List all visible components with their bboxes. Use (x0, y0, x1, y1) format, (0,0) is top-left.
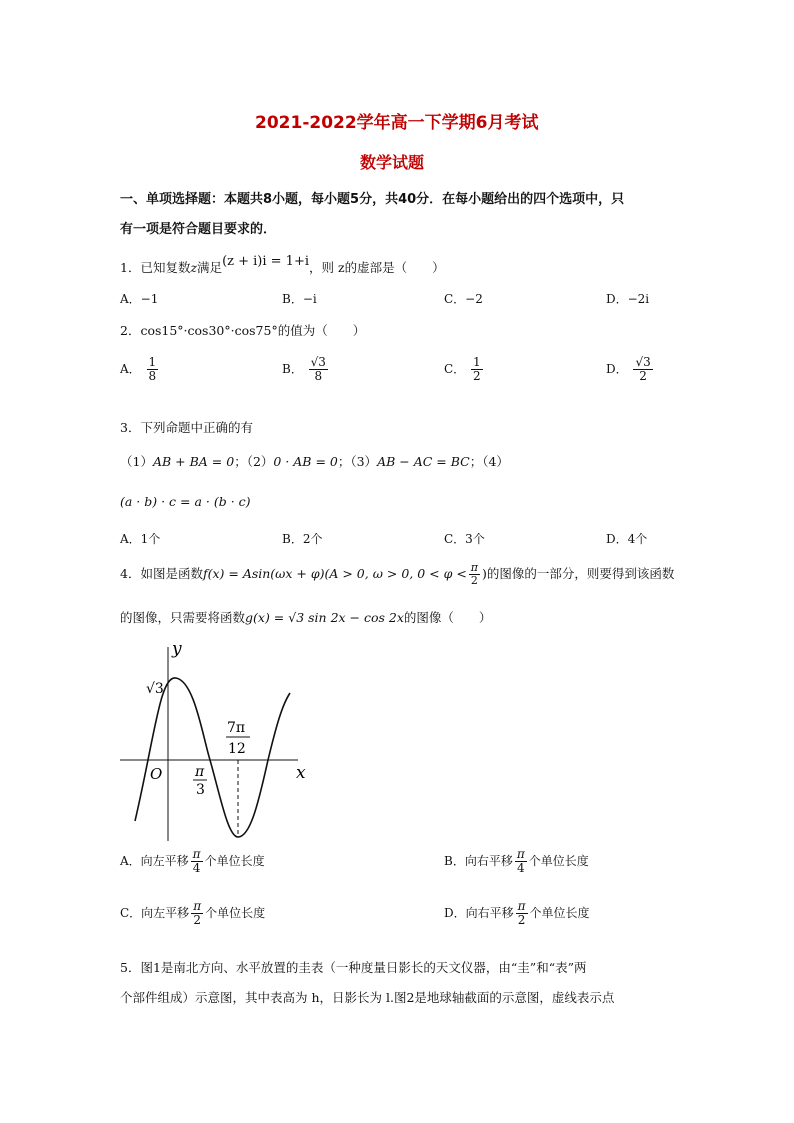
q3-s1-label: （1） (120, 454, 153, 469)
trough-label-num: 7π (227, 720, 246, 736)
q4-d-pre: D．向右平移 (444, 906, 514, 921)
q4-b-num: π (516, 847, 525, 861)
q4-option-d (444, 900, 590, 927)
q1-var: z (190, 260, 198, 275)
q4-b-fraction (515, 848, 527, 875)
zero-label-num: π (195, 764, 205, 780)
q2-c-num: 1 (473, 355, 481, 369)
q1-option-a: A．−1 (120, 292, 159, 306)
q4-phi-num: π (470, 561, 479, 574)
q4-line2-prefix: 的图像，只需要将函数 (120, 610, 246, 625)
q4-a-fraction (191, 848, 203, 875)
q4-a-den: 4 (192, 861, 201, 876)
q4-a-pre: A．向左平移 (120, 854, 189, 869)
question-5-line1: 5．图1是南北方向、水平放置的圭表（一种度量日影长的天文仪器，由“圭”和“表”两 (120, 960, 587, 975)
q4-d-post: 个单位长度 (529, 906, 590, 921)
q4-line2-suffix: 的图像（ ） (403, 610, 492, 625)
q1-suffix: ，则 z的虚部是（ ） (309, 260, 445, 275)
section-heading-line1: 一、单项选择题：本题共8小题，每小题5分，共40分．在每小题给出的四个选项中，只 (120, 192, 625, 207)
q2-c-den: 2 (473, 369, 481, 384)
q4-line1-suffix: )的图像的一部分，则要得到该函数 (482, 566, 675, 582)
q2-a-label: A． (120, 362, 141, 377)
q1-expr: (z + i)i = 1+i (222, 254, 310, 269)
q2-option-d (606, 356, 655, 383)
q4-b-den: 4 (516, 861, 525, 876)
question-2: 2．cos15°·cos30°·cos75°的值为（ ） (120, 323, 366, 338)
q3-s2: 0 · AB = 0 (273, 454, 338, 469)
q3-option-d: D．4个 (606, 532, 648, 546)
q2-d-num: √3 (635, 355, 651, 369)
q4-option-c (120, 900, 265, 927)
question-4-line1 (120, 562, 674, 587)
q3-option-b: B．2个 (282, 532, 323, 546)
page-subtitle: 数学试题 (360, 153, 425, 172)
zero-label-den: 3 (196, 782, 205, 798)
amplitude-label: √3 (146, 681, 164, 697)
q3-option-c: C．3个 (444, 532, 485, 546)
q2-option-b (282, 356, 330, 383)
q4-d-num: π (517, 899, 526, 913)
q4-phi-den: 2 (470, 574, 478, 588)
question-1 (120, 254, 445, 276)
q3-statements (120, 452, 509, 470)
origin-label: O (150, 765, 163, 783)
q4-d-fraction (516, 900, 528, 927)
y-axis-label: y (172, 639, 182, 659)
q1-option-c: C．−2 (444, 292, 483, 306)
q2-c-label: C． (444, 362, 466, 377)
q3-s3: AB − AC = BC (377, 454, 470, 469)
q2-b-num: √3 (310, 355, 326, 369)
q4-d-den: 2 (517, 913, 526, 928)
q2-option-a (120, 356, 160, 383)
q2-a-num: 1 (148, 355, 157, 369)
question-3: 3．下列命题中正确的有 (120, 420, 253, 435)
q3-option-a: A．1个 (120, 532, 161, 546)
q2-a-fraction (147, 356, 159, 383)
q2-d-fraction (633, 356, 652, 383)
q4-c-pre: C．向左平移 (120, 906, 190, 921)
q1-mid: 满足 (197, 260, 223, 275)
q2-a-den: 8 (148, 369, 157, 384)
q2-option-c (444, 356, 485, 383)
q4-c-fraction (191, 900, 203, 927)
q3-s3-label: ；（3） (337, 454, 378, 469)
q4-prefix: 4．如图是函数 (120, 566, 203, 582)
q4-a-num: π (192, 847, 201, 861)
question-5-line2: 个部件组成）示意图，其中表高为 h，日影长为 l.图2是地球轴截面的示意图，虚线表示点 (120, 990, 615, 1005)
q1-prefix: 1．已知复数 (120, 260, 191, 275)
q4-c-den: 2 (193, 913, 201, 928)
q1-option-d: D．−2i (606, 292, 650, 306)
q4-function-expr: f(x) = Asin(ωx + φ)(A > 0, ω > 0, 0 < φ < (202, 566, 467, 582)
q3-s4-label: ；（4） (469, 454, 509, 469)
q4-option-a (120, 848, 265, 875)
q4-g-expr: g(x) = √3 sin 2x − cos 2x (245, 610, 404, 625)
q3-s2-label: ；（2） (234, 454, 274, 469)
q3-s1: AB + BA = 0 (152, 454, 235, 469)
q2-d-den: 2 (639, 369, 647, 384)
q4-c-post: 个单位长度 (205, 906, 266, 921)
q2-c-fraction (471, 356, 483, 383)
q4-b-pre: B．向右平移 (444, 854, 513, 869)
question-4-line2 (120, 608, 491, 626)
q2-b-label: B． (282, 362, 303, 377)
q2-b-den: 8 (314, 369, 323, 384)
q4-function-graph (110, 635, 320, 850)
q3-statement-4: (a · b) · c = a · (b · c) (120, 494, 251, 509)
q1-option-b: B．−i (282, 292, 317, 306)
q4-c-num: π (193, 899, 202, 913)
page-title: 2021-2022学年高一下学期6月考试 (255, 113, 539, 133)
q4-phi-bound (469, 562, 480, 587)
section-heading-line2: 有一项是符合题目要求的． (120, 222, 277, 237)
q4-a-post: 个单位长度 (204, 854, 265, 869)
q2-d-label: D． (606, 362, 628, 377)
q2-b-fraction (309, 356, 328, 383)
q4-b-post: 个单位长度 (528, 854, 589, 869)
trough-label-den: 12 (228, 741, 246, 757)
q4-option-b (444, 848, 589, 875)
sine-curve (135, 678, 290, 837)
x-axis-label: x (296, 763, 306, 783)
